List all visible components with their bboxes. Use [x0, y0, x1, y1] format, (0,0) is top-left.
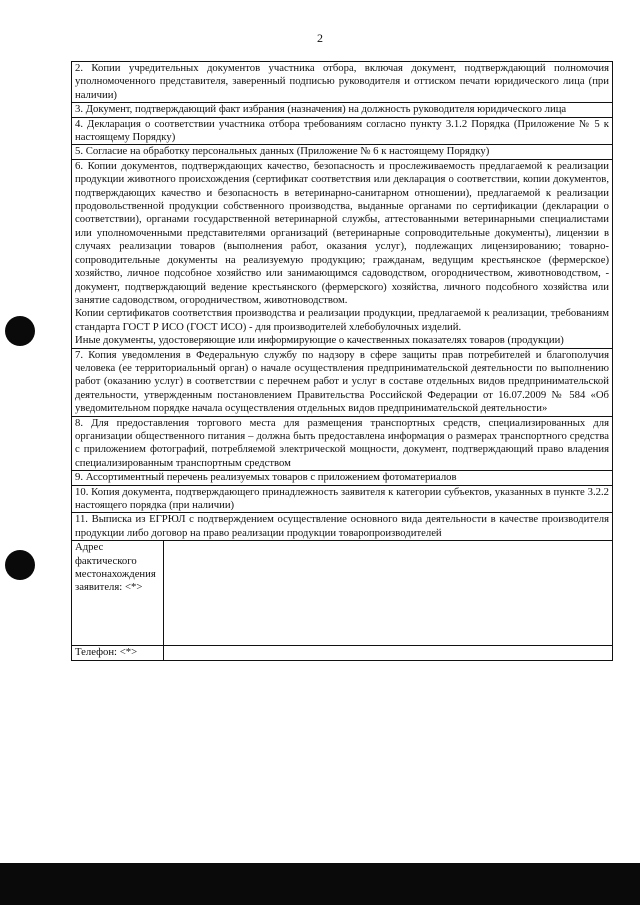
- item-11-cell: 11. Выписка из ЕГРЮЛ с подтверждением осуществление основного вида деятельности в качестве производителя продукции либо договор на право реализации продукции товаропроизводителей: [72, 513, 613, 541]
- item-10-cell: 10. Копия документа, подтверждающего принадлежность заявителя к категории субъектов, указанных в пункте 3.2.2 настоящего порядка (при наличии): [72, 485, 613, 513]
- table-row: [72, 62, 613, 103]
- table-row: [72, 348, 613, 416]
- scan-bottom-edge: [0, 863, 640, 905]
- table-row: [72, 103, 613, 117]
- item-3-cell: 3. Документ, подтверждающий факт избрания (назначения) на должность руководителя юридического лица: [72, 103, 613, 117]
- phone-label: Телефон: <*>: [72, 646, 164, 660]
- item-6-paragraph: Копии сертификатов соответствия производства и реализации продукции, предлагаемой к реализации, требованиям стандарта ГОСТ Р ИСО (ГОСТ ИСО) - для производителей хлебобулочных изделий.: [75, 307, 609, 333]
- address-field[interactable]: [164, 541, 613, 646]
- table-row: [72, 117, 613, 145]
- table-row: [72, 485, 613, 513]
- documents-table: [71, 61, 613, 661]
- page-number: 2: [317, 31, 323, 45]
- item-4-cell: 4. Декларация о соответствии участника отбора требованиям согласно пункту 3.1.2 Порядка (Приложение № 5 к настоящему Порядку): [72, 117, 613, 145]
- punch-hole: [5, 550, 35, 580]
- address-row: [72, 541, 613, 646]
- item-7-cell: 7. Копия уведомления в Федеральную службу по надзору в сфере защиты прав потребителей и благополучия человека (ее территориальный орган) о начале осуществления предпринимательской деятельности по выполнению работ (оказанию услуг) в соответствии с перечнем работ и услуг в составе отдельных видов предпринимательской деятельности, утвержденным постановлением Правительства Российской Федерации от 16.07.2009 № 584 «Об уведомительном порядке начала осуществления отдельных видов предпринимательской деятельности»: [72, 348, 613, 416]
- table-row: [72, 471, 613, 485]
- address-label: Адрес фактического местонахождения заявителя: <*>: [72, 541, 164, 646]
- punch-hole: [5, 316, 35, 346]
- item-6-paragraph: Иные документы, удостоверяющие или информирующие о качественных показателях товаров (продукции): [75, 334, 564, 347]
- phone-row: [72, 646, 613, 660]
- item-8-cell: 8. Для предоставления торгового места для размещения транспортных средств, специализированных для организации общественного питания – должна быть предоставлена информация о размерах транспортного средства с приложением фотографий, потребляемой электрической мощности, документ, подтверждающий право владения специализированным транспортным средством: [72, 416, 613, 471]
- item-5-cell: 5. Согласие на обработку персональных данных (Приложение № 6 к настоящему Порядку): [72, 145, 613, 159]
- item-6-cell: [72, 159, 613, 348]
- item-9-cell: 9. Ассортиментный перечень реализуемых товаров с приложением фотоматериалов: [72, 471, 613, 485]
- table-row: [72, 416, 613, 471]
- table-row: [72, 159, 613, 348]
- item-2-cell: 2. Копии учредительных документов участника отбора, включая документ, подтверждающий полномочия уполномоченного представителя, заверенный подписью руководителя и оттиском печати юридического лица (при наличии): [72, 62, 613, 103]
- table-row: [72, 513, 613, 541]
- table-row: [72, 145, 613, 159]
- phone-field[interactable]: [164, 646, 613, 660]
- item-6-paragraph: 6. Копии документов, подтверждающих качество, безопасность и прослеживаемость предлагаемой к реализации продукции животного происхождения (сертификат соответствия или декларация о соответствии, копии документов, подтверждающих качество и безопасность в ветеринарно-санитарном отношении), предлагаемой к реализации продовольственной продукции собственного производства, выданные органами по сертификации (декларации о соответствии), органами государственной ветеринарной службы, аттестованными ветеринарными специалистами или уполномоченными представителями организаций (ветеринарные сопроводительные документы), лицензии в случаях реализации товаров (выполнения работ, оказания услуг), подлежащих лицензированию; товарно-сопроводительные документы на реализуемую продукцию; гражданам, ведущим крестьянское (фермерское) хозяйство, личное подсобное хозяйство или занимающимся садоводством, огородничеством, животноводством, - документ, подтверждающий ведение крестьянского (фермерского) хозяйства, личного подсобного хозяйства или занятие садоводством, огородничеством, животноводством.: [75, 159, 609, 306]
